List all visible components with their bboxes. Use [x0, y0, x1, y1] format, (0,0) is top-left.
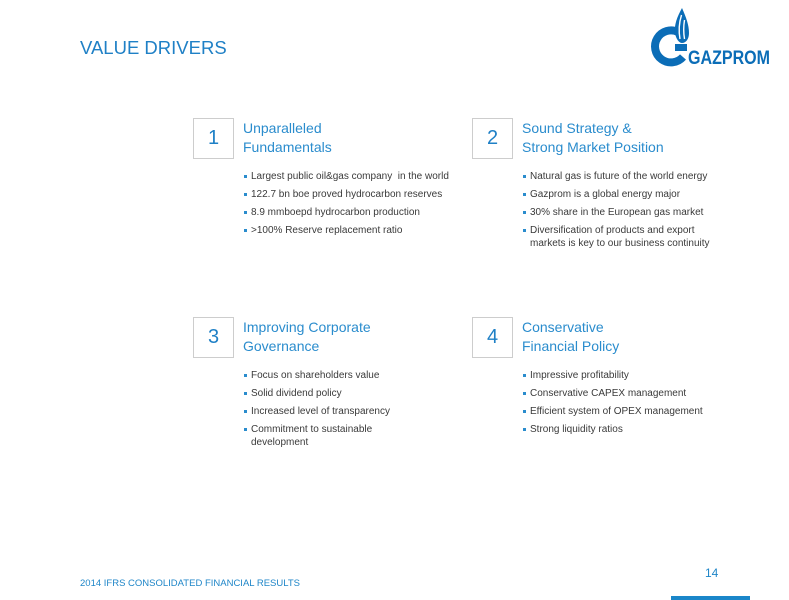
driver-heading-line: Improving Corporate [243, 319, 371, 335]
driver-number-box: 4 [472, 317, 513, 358]
bullet-text: Impressive profitability [530, 370, 629, 381]
bullet-square-icon [244, 211, 247, 214]
bullet-text: Largest public oil&gas company in the world [251, 171, 449, 182]
bullet-square-icon [244, 392, 247, 395]
bullet-item [530, 170, 730, 183]
footer-caption: 2014 IFRS CONSOLIDATED FINANCIAL RESULTS [80, 578, 300, 589]
bullet-square-icon [523, 175, 526, 178]
driver-bullet-list [530, 369, 730, 441]
bullet-square-icon [523, 229, 526, 232]
bullet-item [251, 423, 401, 449]
bullet-text: Conservative CAPEX management [530, 388, 687, 399]
driver-bullet-list [251, 369, 401, 454]
driver-heading [522, 318, 619, 356]
bullet-square-icon [244, 428, 247, 431]
slide-title: VALUE DRIVERS [80, 37, 227, 58]
bullet-item [530, 188, 730, 201]
driver-number-box: 1 [193, 118, 234, 159]
value-driver-3 [193, 317, 473, 477]
bullet-text: Gazprom is a global energy major [530, 189, 681, 200]
driver-heading-line: Fundamentals [243, 139, 332, 155]
driver-number-box: 2 [472, 118, 513, 159]
bullet-item [251, 369, 401, 382]
driver-heading-line: Financial Policy [522, 338, 620, 354]
bullet-text: 30% share in the European gas market [530, 207, 704, 218]
driver-heading-line: Governance [243, 338, 320, 354]
bullet-text: 8.9 mmboepd hydrocarbon production [251, 207, 420, 218]
bullet-item [530, 423, 730, 436]
value-driver-4 [472, 317, 752, 477]
driver-heading [522, 119, 664, 157]
bullet-square-icon [244, 229, 247, 232]
driver-heading-line: Conservative [522, 319, 604, 335]
gazprom-logo [646, 6, 774, 70]
bullet-square-icon [244, 175, 247, 178]
bullet-square-icon [244, 410, 247, 413]
bullet-text: >100% Reserve replacement ratio [251, 225, 403, 236]
bullet-text: Commitment to sustainable development [251, 424, 375, 448]
bullet-item [530, 369, 730, 382]
bullet-square-icon [523, 193, 526, 196]
bullet-item [251, 405, 401, 418]
driver-heading-line: Sound Strategy & [522, 120, 632, 136]
bullet-square-icon [523, 392, 526, 395]
bullet-item [530, 224, 730, 250]
bullet-text: Increased level of transparency [251, 406, 390, 417]
bullet-square-icon [523, 428, 526, 431]
bullet-text: Strong liquidity ratios [530, 424, 623, 435]
bullet-text: Solid dividend policy [251, 388, 342, 399]
bullet-text: Focus on shareholders value [251, 370, 380, 381]
bullet-item [251, 206, 466, 219]
bullet-text: Natural gas is future of the world energy [530, 171, 708, 182]
footer-accent-bar [671, 596, 750, 600]
bullet-square-icon [523, 211, 526, 214]
bullet-square-icon [244, 193, 247, 196]
bullet-item [251, 387, 401, 400]
driver-heading-line: Strong Market Position [522, 139, 664, 155]
driver-bullet-list [530, 170, 730, 255]
bullet-item [251, 224, 466, 237]
value-driver-1 [193, 118, 473, 278]
driver-number-box: 3 [193, 317, 234, 358]
bullet-square-icon [523, 374, 526, 377]
driver-bullet-list [251, 170, 466, 242]
bullet-text: Diversification of products and export markets is key to our business continuity [530, 225, 710, 249]
bullet-square-icon [244, 374, 247, 377]
bullet-item [530, 405, 730, 418]
bullet-square-icon [523, 410, 526, 413]
gazprom-flame-g-icon [655, 8, 689, 62]
bullet-item [530, 206, 730, 219]
bullet-text: Efficient system of OPEX management [530, 406, 703, 417]
driver-heading [243, 119, 332, 157]
logo-wordmark: GAZPROM [688, 48, 770, 69]
driver-heading-line: Unparalleled [243, 120, 322, 136]
bullet-item [251, 188, 466, 201]
page-number: 14 [705, 566, 719, 580]
bullet-item [530, 387, 730, 400]
bullet-text: 122.7 bn boe proved hydrocarbon reserves [251, 189, 443, 200]
bullet-item [251, 170, 466, 183]
value-driver-2 [472, 118, 752, 278]
driver-heading [243, 318, 371, 356]
